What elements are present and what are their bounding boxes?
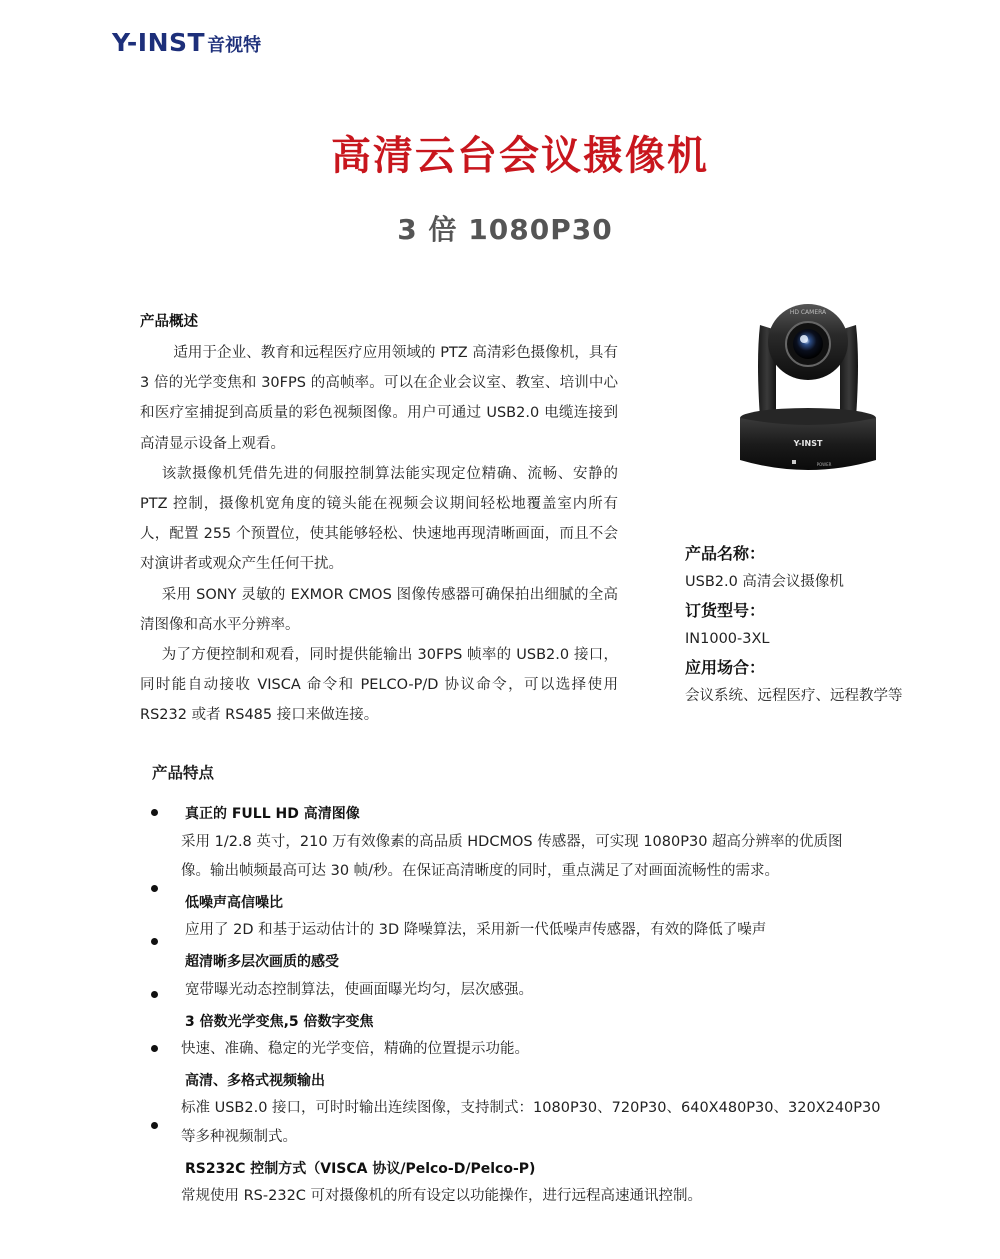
feature-text: 标准 USB2.0 接口，可时时输出连续图像，支持制式：1080P30、720P30、640X480P30、320X240P30 bbox=[181, 1100, 881, 1116]
feature-title: 超清晰多层次画质的感受 bbox=[185, 954, 339, 970]
camera-lens bbox=[793, 329, 823, 359]
bullet-icon bbox=[151, 938, 158, 945]
bullet-icon bbox=[151, 1045, 158, 1052]
logo-brand: Y-INST bbox=[112, 28, 206, 57]
page-subtitle: 3 倍 1080P30 bbox=[397, 213, 613, 246]
feature-text: 快速、准确、稳定的光学变倍，精确的位置提示功能。 bbox=[181, 1041, 529, 1057]
overview-paragraph: 该款摄像机凭借先进的伺服控制算法能实现定位精确、流畅、安静的 PTZ 控制，摄像机宽角度的镜头能在视频会议期间轻松地覆盖室内所有人，配置 255 个预置位，使其能够轻松、快速地再现清晰画面，而且不会对演讲者或观众产生任何干扰。 bbox=[140, 465, 618, 573]
product-name-value: USB2.0 高清会议摄像机 bbox=[685, 574, 844, 590]
application-value: 会议系统、远程医疗、远程教学等 bbox=[685, 688, 903, 704]
overview-paragraph: 采用 SONY 灵敏的 EXMOR CMOS 图像传感器可确保拍出细腻的全高清图像和高水平分辨率。 bbox=[140, 586, 618, 633]
overview-body bbox=[140, 338, 618, 731]
feature-text: 等多种视频制式。 bbox=[181, 1129, 297, 1145]
feature-text: 应用了 2D 和基于运动估计的 3D 降噪算法，采用新一代低噪声传感器，有效的降低了噪声 bbox=[185, 922, 767, 938]
logo-brand-cn: 音视特 bbox=[207, 35, 262, 56]
feature-text: 采用 1/2.8 英寸，210 万有效像素的高品质 HDCMOS 传感器，可实现 1080P30 超高分辨率的优质图 bbox=[181, 834, 843, 850]
features-heading: 产品特点 bbox=[152, 764, 215, 782]
overview-heading: 产品概述 bbox=[140, 314, 198, 330]
feature-title: RS232C 控制方式（VISCA 协议/Pelco-D/Pelco-P) bbox=[185, 1161, 536, 1177]
product-info bbox=[685, 540, 975, 711]
bullet-icon bbox=[151, 1122, 158, 1129]
feature-title: 高清、多格式视频输出 bbox=[185, 1073, 325, 1089]
feature-text: 常规使用 RS-232C 可对摄像机的所有设定以功能操作，进行远程高速通讯控制。 bbox=[181, 1188, 703, 1204]
feature-title: 3 倍数光学变焦,5 倍数字变焦 bbox=[185, 1014, 374, 1030]
application-label: 应用场合： bbox=[685, 658, 766, 677]
feature-text: 宽带曝光动态控制算法，使画面曝光均匀，层次感强。 bbox=[185, 982, 533, 998]
feature-text: 像。输出帧频最高可达 30 帧/秒。在保证高清晰度的同时，重点满足了对画面流畅性的需求。 bbox=[181, 863, 780, 879]
overview-paragraph: 为了方便控制和观看，同时提供能输出 30FPS 帧率的 USB2.0 接口，同时能自动接收 VISCA 命令和 PELCO-P/D 协议命令，可以选择使用 RS232 或者 RS485 接口来做连接。 bbox=[140, 647, 618, 724]
camera-power-label: POWER bbox=[816, 462, 832, 467]
bullet-icon bbox=[151, 809, 158, 816]
bullet-icon bbox=[151, 991, 158, 998]
order-model-value: IN1000-3XL bbox=[685, 631, 770, 647]
camera-base-brand: Y-INST bbox=[793, 439, 823, 448]
camera-label-top: HD CAMERA bbox=[789, 309, 827, 316]
product-name-label: 产品名称： bbox=[685, 544, 766, 563]
camera-product-image bbox=[738, 300, 878, 478]
brand-logo bbox=[112, 28, 261, 57]
feature-title: 真正的 FULL HD 高清图像 bbox=[185, 806, 360, 822]
bullet-icon bbox=[151, 885, 158, 892]
overview-paragraph: 适用于企业、教育和远程医疗应用领域的 PTZ 高清彩色摄像机，具有 3 倍的光学变焦和 30FPS 的高帧率。可以在企业会议室、教室、培训中心和医疗室捕捉到高质量的彩色视频图像。用户可通过 USB2.0 电缆连接到高清显示设备上观看。 bbox=[140, 345, 618, 452]
feature-title: 低噪声高信噪比 bbox=[185, 895, 283, 911]
order-model-label: 订货型号： bbox=[685, 601, 766, 620]
page-title: 高清云台会议摄像机 bbox=[331, 133, 709, 179]
